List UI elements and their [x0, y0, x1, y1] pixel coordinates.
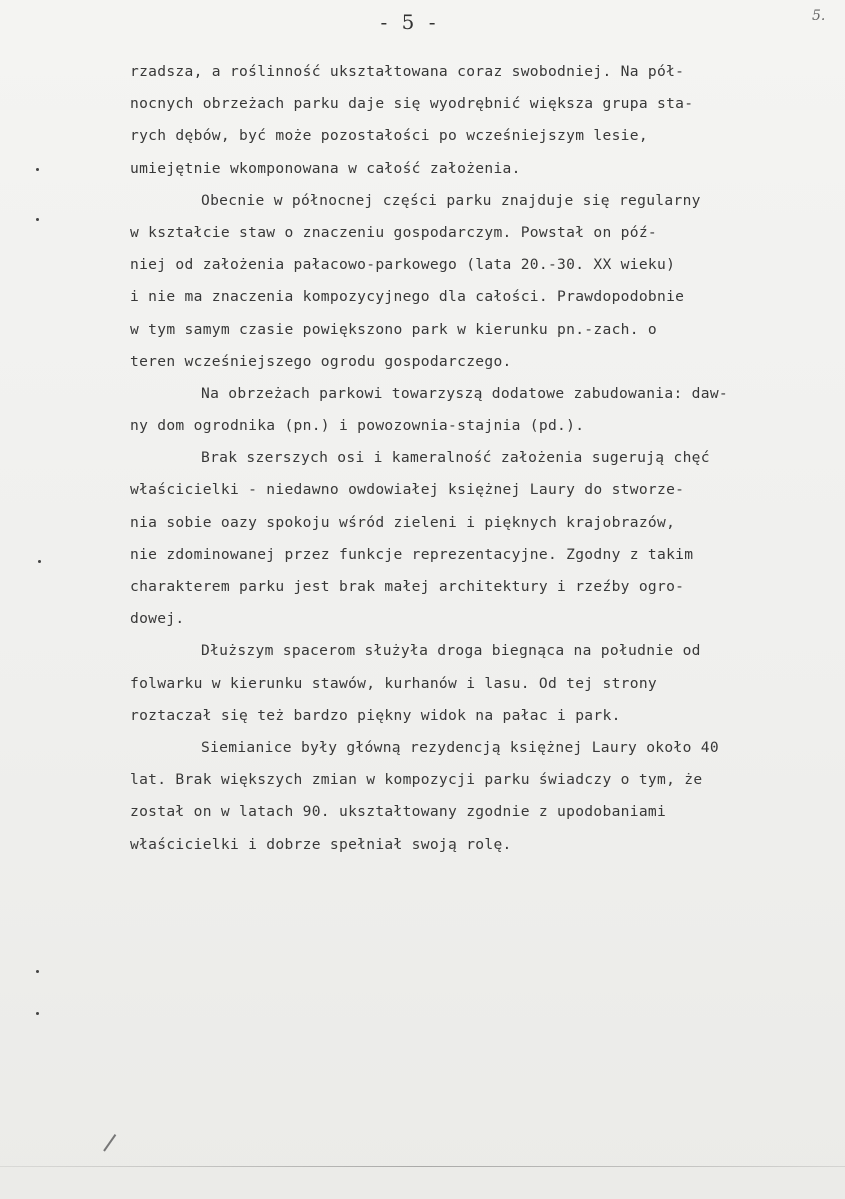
text-line: w kształcie staw o znaczeniu gospodarczym. Powstał on póź-	[130, 223, 657, 241]
text-line: lat. Brak większych zmian w kompozycji parku świadczy o tym, że	[130, 771, 703, 789]
scan-speck	[36, 218, 39, 221]
paragraph	[130, 635, 810, 732]
text-line: i nie ma znaczenia kompozycyjnego dla całości. Prawdopodobnie	[130, 288, 685, 306]
text-line: nie zdominowanej przez funkcje reprezentacyjne. Zgodny z takim	[130, 545, 694, 563]
text-line: Dłuższym spacerom służyła droga biegnąca na południe od	[201, 642, 701, 660]
text-line: w tym samym czasie powiększono park w kierunku pn.-zach. o	[130, 320, 657, 338]
text-line: właścicielki - niedawno owdowiałej księżnej Laury do stworze-	[130, 481, 685, 499]
text-line: właścicielki i dobrze spełniał swoją rolę.	[130, 835, 512, 853]
scan-speck	[38, 560, 41, 563]
scan-speck	[36, 168, 39, 171]
text-line: nocnych obrzeżach parku daje się wyodrębnić większa grupa sta-	[130, 95, 694, 113]
scan-edge-line	[0, 1166, 845, 1167]
paragraph	[130, 732, 810, 861]
document-body	[130, 56, 810, 861]
text-line: folwarku w kierunku stawów, kurhanów i lasu. Od tej strony	[130, 674, 657, 692]
text-line: Na obrzeżach parkowi towarzyszą dodatowe zabudowania: daw-	[201, 384, 728, 402]
text-line: rzadsza, a roślinność ukształtowana coraz swobodniej. Na pół-	[130, 63, 685, 80]
text-line: Siemianice były główną rezydencją księżnej Laury około 40	[201, 738, 719, 756]
text-line: został on w latach 90. ukształtowany zgodnie z upodobaniami	[130, 803, 667, 821]
text-line: niej od założenia pałacowo-parkowego (lata 20.-30. XX wieku)	[130, 256, 676, 274]
paragraph	[130, 442, 810, 635]
text-line: dowej.	[130, 610, 185, 628]
text-line: umiejętnie wkomponowana w całość założenia.	[130, 159, 521, 177]
handwritten-page-number: 5.	[812, 8, 826, 24]
scan-pen-mark	[103, 1134, 116, 1152]
scan-speck	[36, 970, 39, 973]
paragraph	[130, 185, 810, 378]
paragraph	[130, 378, 810, 442]
paragraph	[130, 56, 810, 185]
text-line: ny dom ogrodnika (pn.) i powozownia-stajnia (pd.).	[130, 417, 585, 435]
scan-speck	[36, 1012, 39, 1015]
text-line: charakterem parku jest brak małej architektury i rzeźby ogro-	[130, 578, 685, 595]
text-line: nia sobie oazy spokoju wśród zieleni i pięknych krajobrazów,	[130, 513, 676, 531]
text-line: Obecnie w północnej części parku znajduje się regularny	[201, 191, 701, 209]
text-line: rych dębów, być może pozostałości po wcześniejszym lesie,	[130, 127, 648, 145]
text-line: Brak szerszych osi i kameralność założenia sugerują chęć	[201, 449, 710, 467]
page-number: - 5 -	[380, 10, 440, 34]
text-line: roztaczał się też bardzo piękny widok na pałac i park.	[130, 706, 621, 724]
text-line: teren wcześniejszego ogrodu gospodarczego.	[130, 352, 512, 370]
